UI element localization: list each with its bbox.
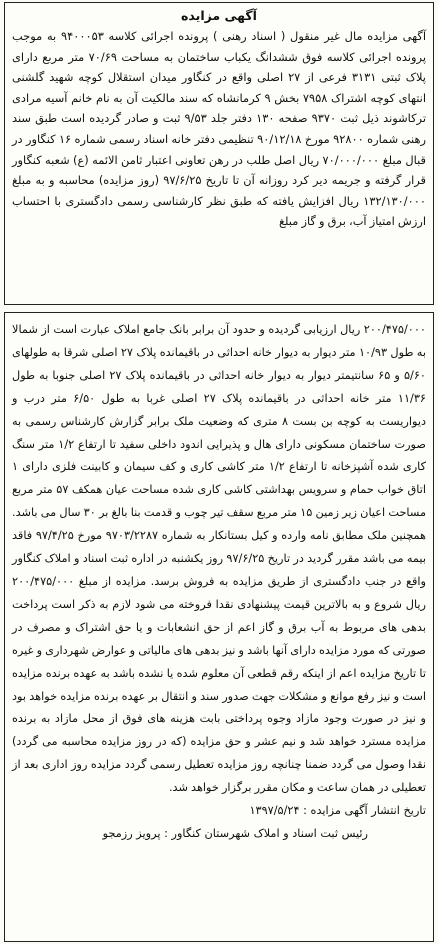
- signature-line: رئیس ثبت اسناد و املاک شهرستان کنگاور : پرویز رزمجو: [102, 826, 368, 840]
- notice-top-column: [4, 2, 434, 305]
- notice-bottom-column: [4, 312, 434, 942]
- publish-date-line: [12, 800, 426, 823]
- notice-paragraph-part-1: آگهی مزایده مال غیر منقول ( اسناد رهنی ) پرونده اجرائی کلاسه ۹۴۰۰۰۵۳ به موجب پرونده اجرائی کلاسه فوق ششدانگ یکباب ساختمان به مساحت ۷۰/۶۹ متر مربع دارای پلاک ثبتی ۳۱۳۱ فرعی از ۲۷ اصلی واقع در کنگاور میدان استقلال کوچه شهید گلشنی انتهای کوچه اشتراک ۷۹۵۸ بخش ۹ کرمانشاه که سند مالکیت آن به نام خانم آسیه مرادی ترکاشوند ذیل ثبت ۹۳۷۰ صفحه ۱۳۰ دفتر جلد ۹/۵۳ ثبت و صادر گردیده است طبق سند رهنی شماره ۹۲۸۰۰ مورخ ۹۰/۱۲/۱۸ تنظیمی دفتر خانه اسناد رسمی شماره ۱۶ کنگاور در قبال مبلغ ۷۰/۰۰۰/۰۰۰ ریال اصل طلب در رهن تعاونی اعتبار ثامن الائمه (ع) شعبه کنگاور قرار گرفته و جریمه دیر کرد روزانه آن تا تاریخ ۹۷/۶/۲۵ (روز مزایده) محاسبه و به مبلغ ۱۳۲/۱۳۰/۰۰۰ ریال افزایش یافته که طبق نظر کارشناسی رسمی دادگستری با احتساب ارزش امتیاز آب، برق و گاز مبلغ: [12, 29, 427, 229]
- publish-date-label: تاریخ انتشار آگهی مزایده :: [303, 804, 426, 818]
- notice-title: آگهی مزایده: [181, 8, 257, 23]
- notice-paragraph-part-2: ۲۰۰/۴۷۵/۰۰۰ ریال ارزیابی گردیده و حدود آن برابر بانک جامع املاک عبارت است از شمالا به طول ۱۰/۹۳ متر دیوار به دیوار خانه احداثی در باقیمانده پلاک ۲۷ اصلی شرقا به طولهای ۵/۶۰ و ۶۵ سانتیمتر دیوار به دیوار خانه احداثی در باقیمانده پلاک ۲۷ اصلی جنوبا به طول ۱۱/۳۶ متر خانه احداثی در باقیمانده پلاک ۲۷ اصلی غربا به طول ۶/۵۰ متر درب و دیواریست به کوچه بن بست ۸ متری که وضعیت ملک برابر گزارش کارشناس رسمی به صورت ساختمان مسکونی دارای هال و پذیرایی اندود داخلی سفید تا ارتفاع ۱/۲ متر سنگ کاری شده آشپزخانه تا ارتفاع ۱/۲ متر کاشی کاری و کف سیمان و کابینت فلزی دارای ۱ اتاق خواب حمام و سرویس بهداشتی کاشی کاری شده مساحت عیان همکف ۵۷ متر مربع مساحت اعیان زیر زمین ۱۵ متر مربع سقف تیر چوب و قدمت بنا بالغ بر ۳۰ سال می باشد. همچنین ملک مطابق نامه وارده و کیل بستانکار به شماره ۹۷۰۳/۲۲۸۷ مورخ ۹۷/۴/۲۵ فاقد بیمه می باشد مقرر گردید در تاریخ ۹۷/۶/۲۵ روز یکشنبه در اداره ثبت اسناد و املاک کنگاور واقع در جنب دادگستری از طریق مزایده به فروش برسد. مزایده از مبلغ ۲۰۰/۴۷۵/۰۰۰ ریال شروع و به بالاترین قیمت پیشنهادی نقدا فروخته می شود لازم به ذکر است پرداخت بدهی های مربوط به آب برق و گاز اعم از حق انشعابات و یا حق اشتراک و مصرف در صورتی که مورد مزایده دارای آنها باشد و نیز بدهی های مالیاتی و عوارض شهرداری و غیره تا تاریخ مزایده اعم از اینکه رقم قطعی آن معلوم شده یا نشده باشد به عهده برنده مزایده است و نیز رفع موانع و مشکلات جهت صدور سند و انتقال بر عهده برنده مزایده خواهد بود و نیز در صورت وجود مازاد وجوه پرداختی بابت هزینه های فوق از محل مازاد به برنده مزایده مسترد خواهد شد و نیم عشر و حق مزایده (که در روز مزایده محاسبه می گردد) نقدا وصول می گردد ضمنا چنانچه روز مزایده تعطیل رسمی گردد مزایده روز اداری بعد از تعطیلی در همان ساعت و مکان مقرر برگزار خواهد شد.: [12, 323, 427, 795]
- publish-date-value: ۱۳۹۷/۵/۲۴: [249, 804, 300, 818]
